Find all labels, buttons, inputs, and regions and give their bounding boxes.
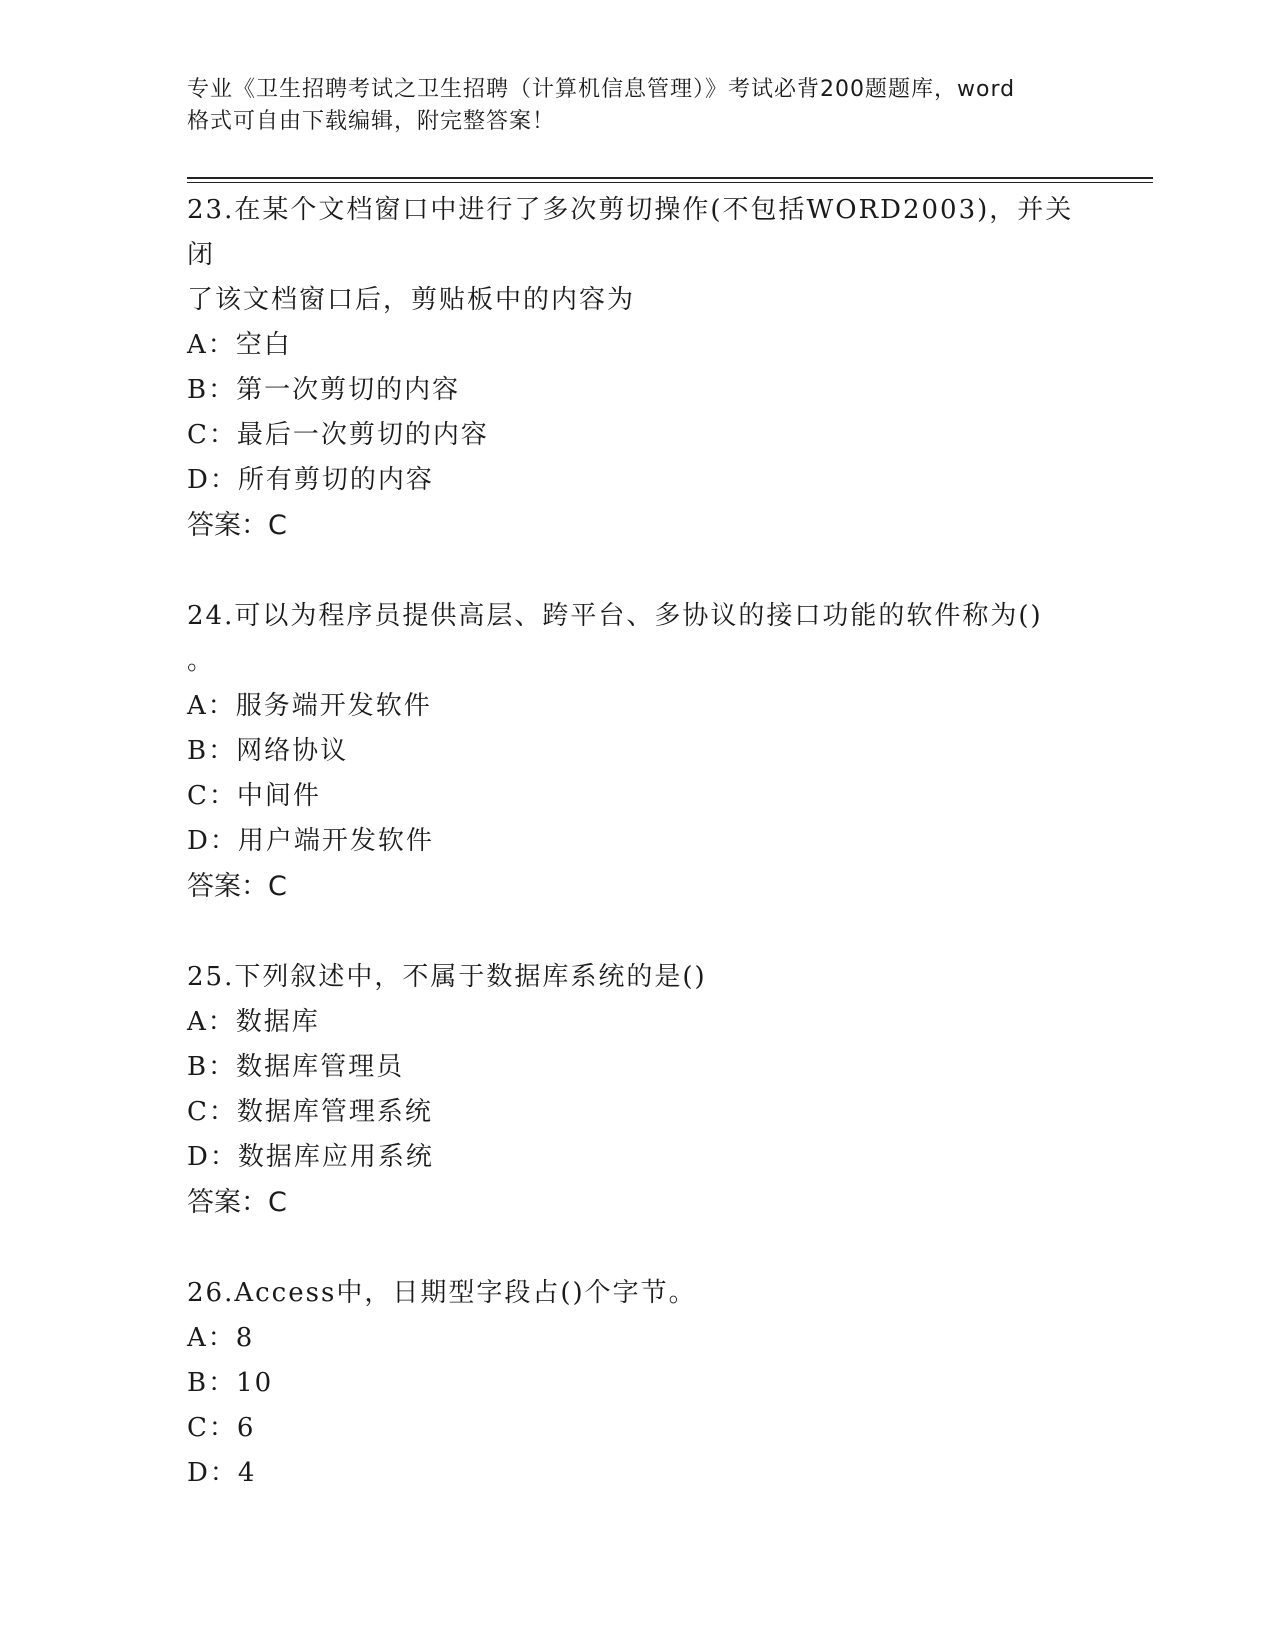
option-b: B：网络协议 xyxy=(187,736,349,766)
question-stem: 26.Access中，日期型字段占()个字节。 xyxy=(187,1278,697,1308)
option-d: D：数据库应用系统 xyxy=(187,1142,434,1172)
header-divider-thin xyxy=(187,182,1153,183)
option-c: C：数据库管理系统 xyxy=(187,1097,433,1127)
question-25 xyxy=(187,955,1087,1225)
question-26 xyxy=(187,1271,1087,1496)
option-a: A：空白 xyxy=(187,330,292,360)
question-23 xyxy=(187,188,1087,548)
option-d: D：所有剪切的内容 xyxy=(187,465,434,495)
question-stem: 24.可以为程序员提供高层、跨平台、多协议的接口功能的软件称为() xyxy=(187,601,1043,631)
option-c: C：中间件 xyxy=(187,781,321,811)
option-c: C：6 xyxy=(187,1413,256,1443)
option-d: D：用户端开发软件 xyxy=(187,826,434,856)
question-stem-continued: 了该文档窗口后，剪贴板中的内容为 xyxy=(187,285,636,315)
header-line-2: 格式可自由下载编辑，附完整答案！ xyxy=(187,109,556,134)
option-b: B：第一次剪切的内容 xyxy=(187,375,461,405)
option-d: D：4 xyxy=(187,1458,257,1488)
option-c: C：最后一次剪切的内容 xyxy=(187,420,489,450)
question-list xyxy=(187,188,1087,1496)
document-header xyxy=(187,74,1087,138)
option-a: A：服务端开发软件 xyxy=(187,691,432,721)
header-line-1: 专业《卫生招聘考试之卫生招聘（计算机信息管理）》考试必背200题题库，word xyxy=(187,77,1016,102)
question-stem: 23.在某个文档窗口中进行了多次剪切操作(不包括WORD2003)，并关闭 xyxy=(187,195,1074,270)
question-24 xyxy=(187,594,1087,909)
question-stem: 25.下列叙述中，不属于数据库系统的是() xyxy=(187,962,707,992)
option-a: A：数据库 xyxy=(187,1007,320,1037)
answer: 答案：C xyxy=(187,510,287,541)
question-stem-continued: 。 xyxy=(187,646,216,676)
header-divider-thick xyxy=(187,177,1153,179)
option-b: B：数据库管理员 xyxy=(187,1052,405,1082)
option-b: B：10 xyxy=(187,1368,274,1398)
option-a: A：8 xyxy=(187,1323,255,1353)
answer: 答案：C xyxy=(187,1187,287,1218)
answer: 答案：C xyxy=(187,871,287,902)
